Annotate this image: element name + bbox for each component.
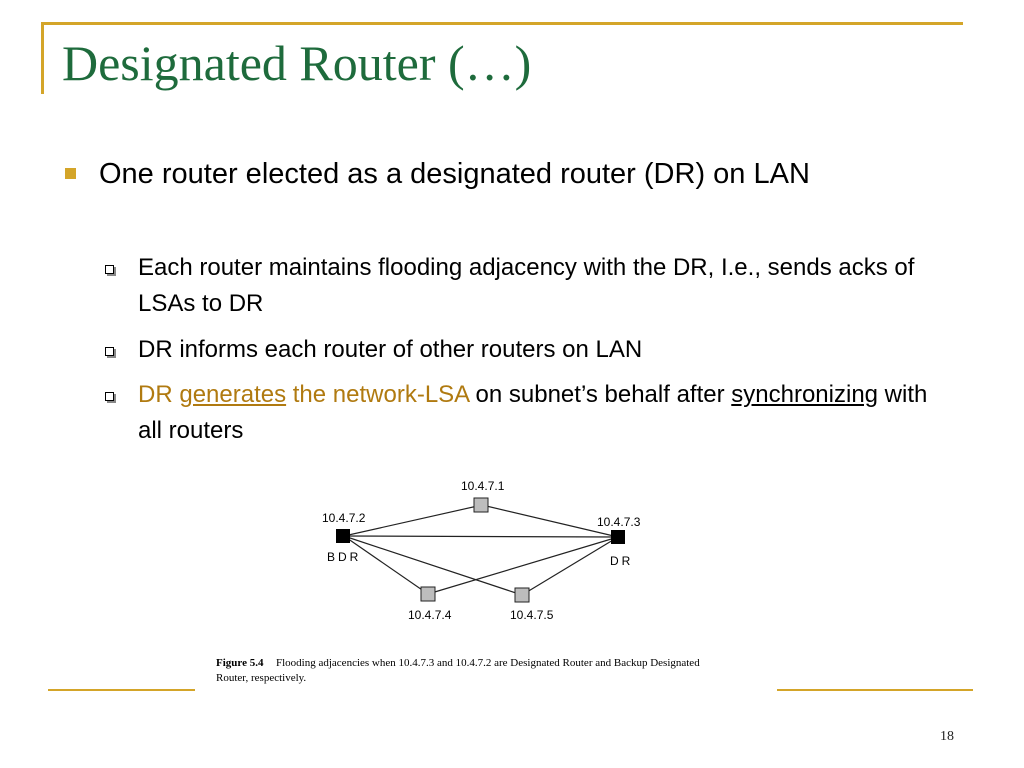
bullet-main-text: One router elected as a designated router (DR) on LAN	[99, 158, 810, 190]
sub-bullet-3-network-lsa: the network-LSA	[286, 381, 469, 408]
link-r2-r5	[344, 536, 522, 595]
router-node-r5	[515, 588, 529, 602]
link-r2-r4	[344, 536, 428, 594]
bottom-rule-right	[777, 689, 973, 691]
figure-caption-line2: Router, respectively.	[216, 672, 307, 684]
hollow-square-bullet-icon	[105, 347, 114, 356]
router-node-r1	[474, 498, 488, 512]
link-r5-r3	[522, 537, 618, 595]
sub-bullet-3-end: with all routers	[138, 381, 928, 444]
sub-bullet-1	[138, 250, 958, 322]
slide-title: Designated Router (…)	[62, 35, 532, 91]
role-label-dr: DR	[610, 554, 634, 568]
sub-bullet-3-generates: generates	[179, 381, 287, 408]
bottom-rule-left	[48, 689, 195, 691]
network-diagram	[216, 470, 790, 692]
sub-bullet-2	[138, 332, 958, 368]
sub-bullet-3-dr: DR	[138, 381, 180, 408]
node-label-r3: 10.4.7.3	[597, 515, 641, 529]
node-label-r2: 10.4.7.2	[322, 511, 366, 525]
node-label-r1: 10.4.7.1	[461, 479, 505, 493]
link-r4-r3	[428, 537, 618, 594]
router-node-r2-bdr	[336, 529, 350, 543]
frame-top-rule	[41, 22, 963, 25]
adjacency-links	[344, 505, 618, 595]
node-label-r5: 10.4.7.5	[510, 608, 554, 622]
square-bullet-icon	[65, 168, 76, 179]
frame-left-rule	[41, 22, 44, 94]
page-number: 18	[940, 729, 954, 744]
bullet-main	[99, 155, 939, 193]
flooding-adjacency-figure	[216, 470, 790, 692]
sub-bullet-3	[138, 377, 958, 449]
link-r2-r3	[344, 536, 618, 537]
node-label-r4: 10.4.7.4	[408, 608, 452, 622]
router-node-r4	[421, 587, 435, 601]
sub-bullet-1-text: Each router maintains flooding adjacency with the DR, I.e., sends acks of LSAs to DR	[138, 254, 915, 317]
sub-bullet-2-text: DR informs each router of other routers on LAN	[138, 336, 643, 363]
role-label-bdr: BDR	[327, 550, 362, 564]
router-node-r3-dr	[611, 530, 625, 544]
sub-bullet-3-synchronizing: synchronizing	[731, 381, 879, 408]
hollow-square-bullet-icon	[105, 392, 114, 401]
figure-caption-line1: Flooding adjacencies when 10.4.7.3 and 10.4.7.2 are Designated Router and Backup Designated	[276, 657, 700, 669]
hollow-square-bullet-icon	[105, 265, 114, 274]
figure-caption-label: Figure 5.4	[216, 657, 264, 669]
sub-bullet-3-behalf: on subnet’s behalf after	[468, 381, 732, 408]
